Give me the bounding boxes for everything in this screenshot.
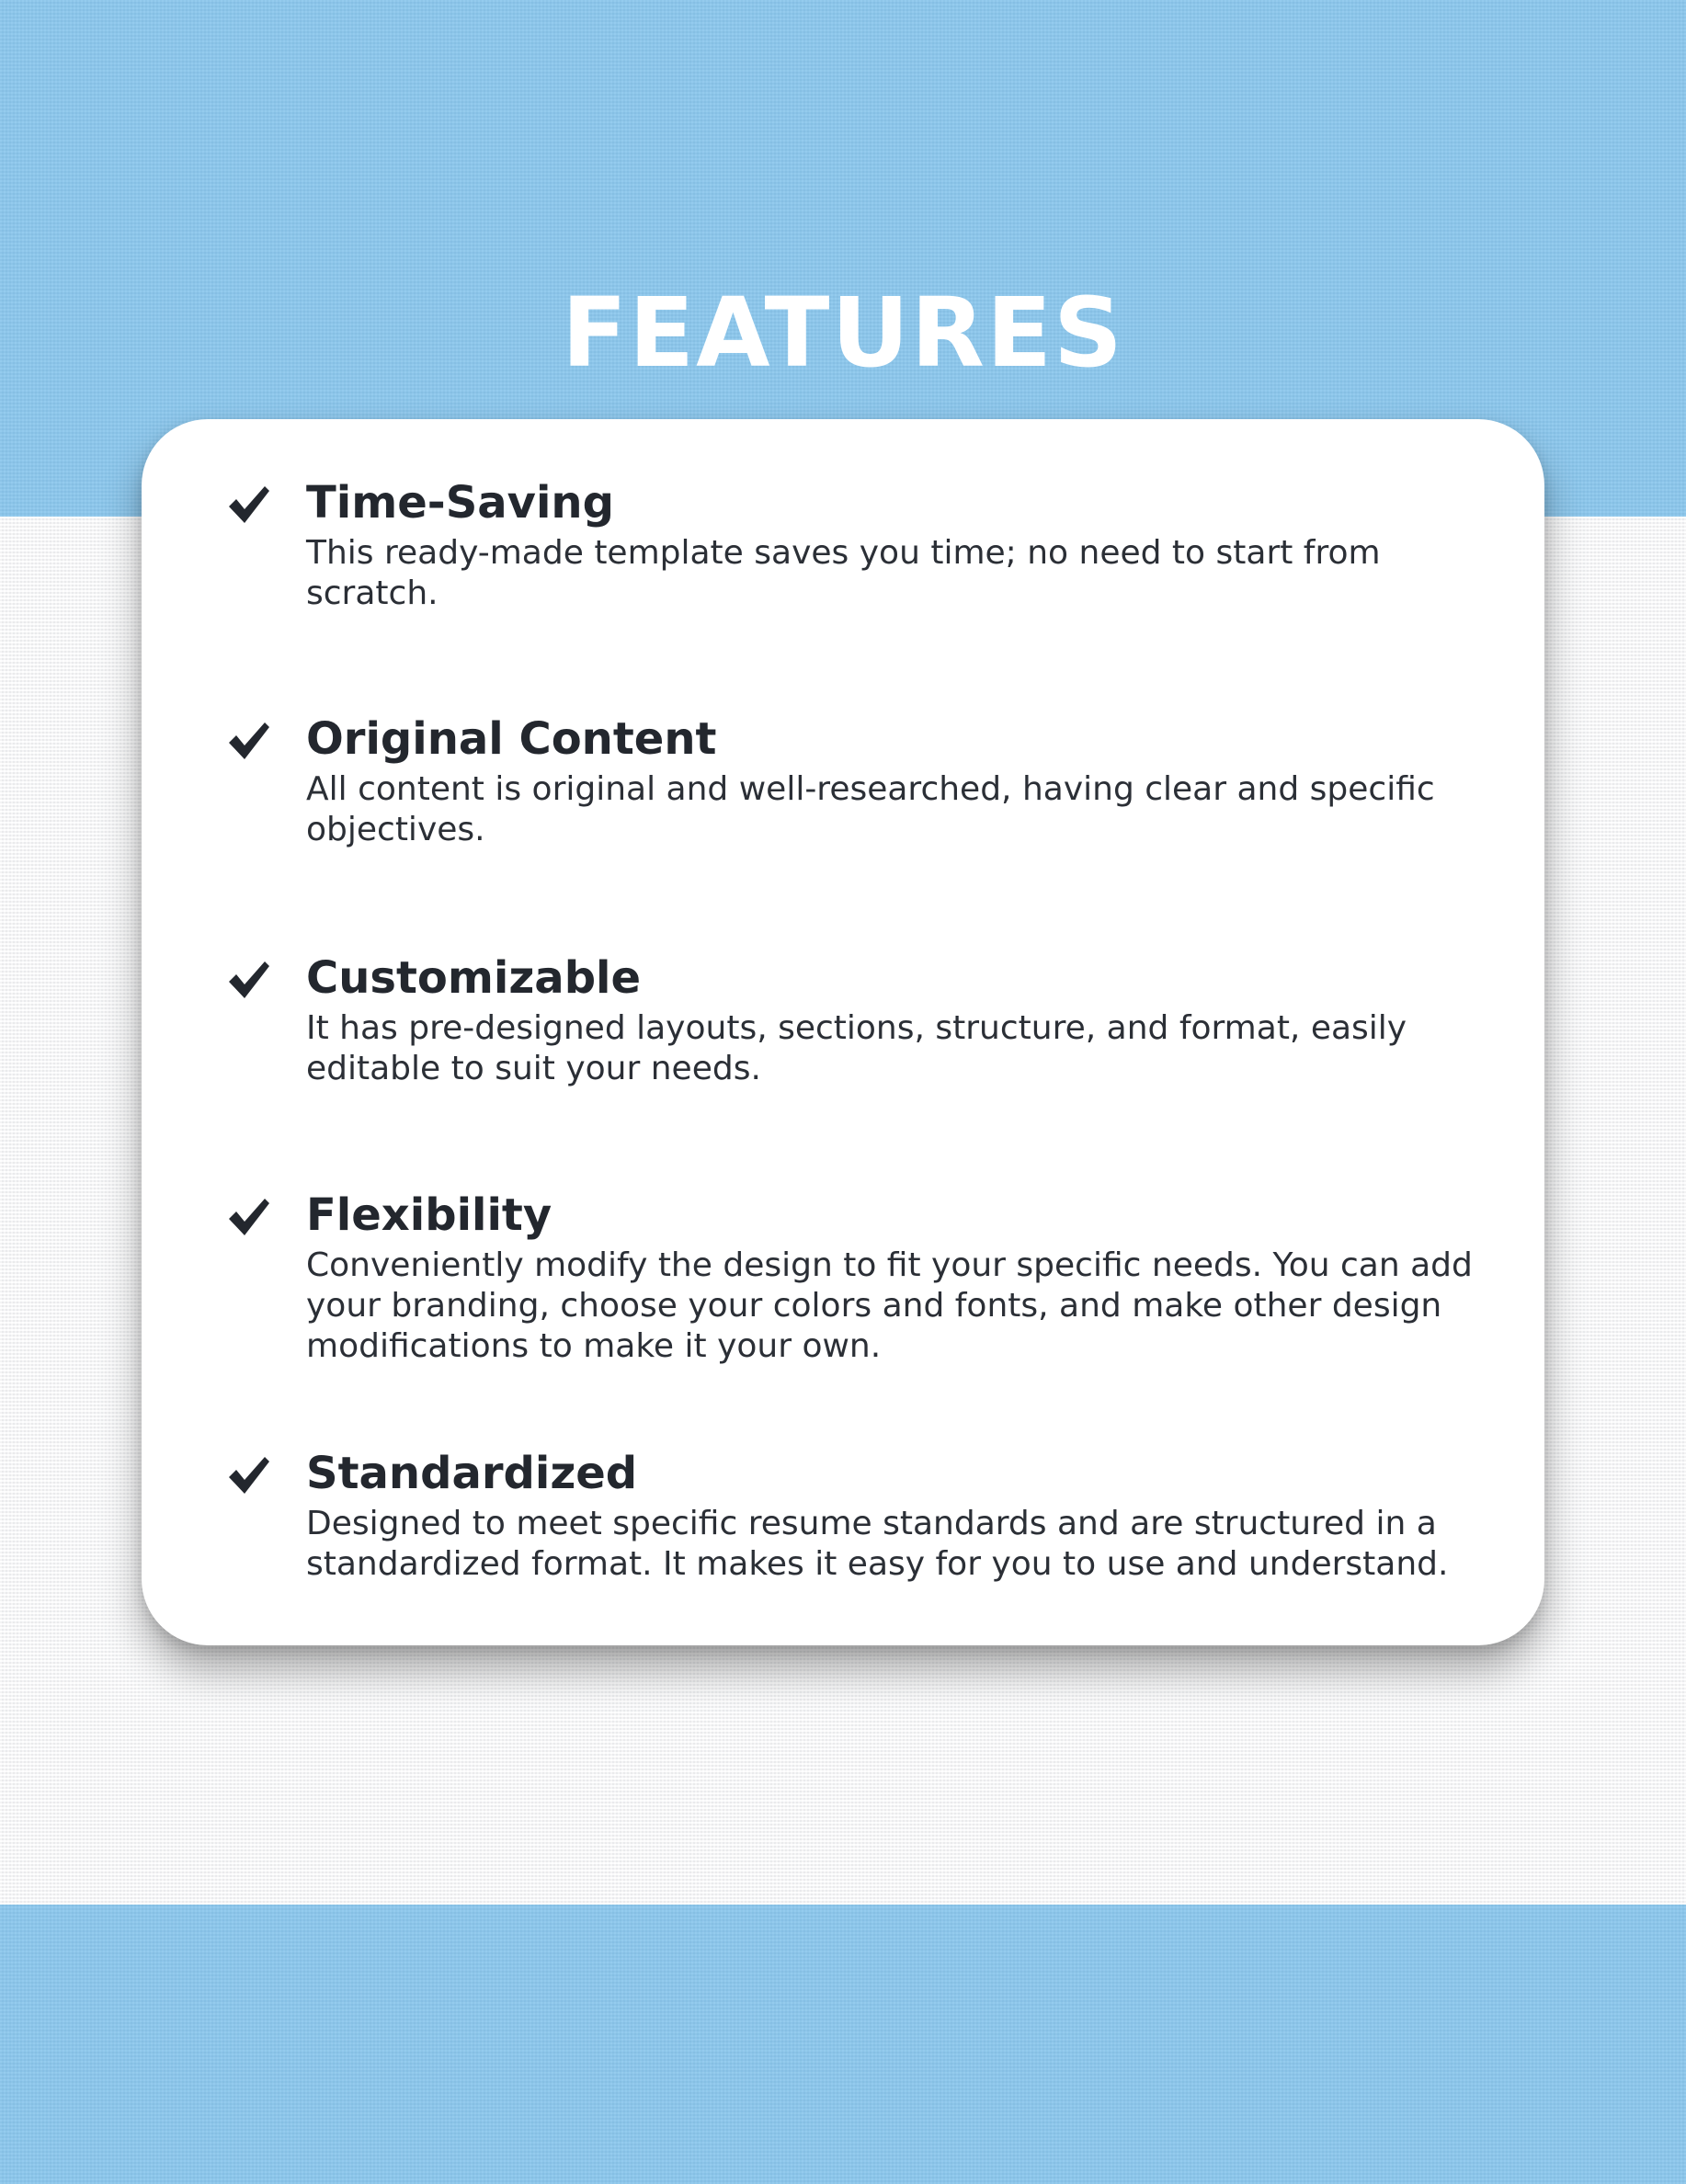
- checkmark-icon: [226, 718, 272, 764]
- page-title: FEATURES: [562, 276, 1124, 389]
- feature-title: Customizable: [306, 952, 642, 1004]
- feature-title: Flexibility: [306, 1189, 553, 1241]
- bottom-blue-band: [0, 1905, 1686, 2184]
- feature-description: This ready-made template saves you time; no need to start from scratch.: [306, 534, 1381, 612]
- feature-description: Conveniently modify the design to fit your specific needs. You can add your branding, choose your colors and fonts, and make other design modifications to make it your own.: [306, 1246, 1473, 1365]
- checkmark-icon: [226, 1452, 272, 1498]
- feature-description: Designed to meet specific resume standards and are structured in a standardized format. It makes it easy for you to use and understand.: [306, 1505, 1449, 1583]
- feature-title: Time-Saving: [306, 477, 614, 529]
- checkmark-icon: [226, 1194, 272, 1240]
- feature-description: All content is original and well-researched, having clear and specific objectives.: [306, 770, 1435, 848]
- checkmark-icon: [226, 957, 272, 1003]
- features-card: [142, 419, 1544, 1645]
- checkmark-icon: [226, 482, 272, 528]
- feature-title: Standardized: [306, 1448, 638, 1499]
- feature-title: Original Content: [306, 713, 717, 765]
- feature-description: It has pre-designed layouts, sections, structure, and format, easily editable to suit your needs.: [306, 1009, 1407, 1087]
